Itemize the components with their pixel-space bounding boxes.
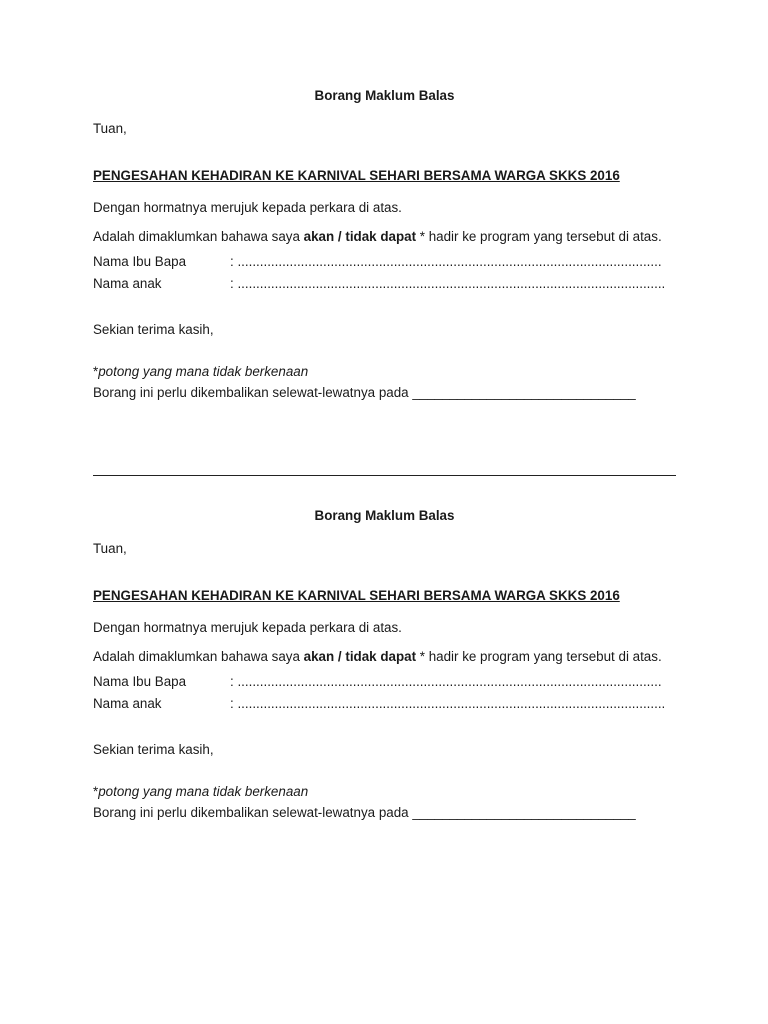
subject-heading: PENGESAHAN KEHADIRAN KE KARNIVAL SEHARI BERSAMA WARGA SKKS 2016 [93, 588, 620, 603]
form-title: Borang Maklum Balas [314, 88, 455, 103]
option-tidak-dapat: tidak dapat [345, 649, 417, 664]
greeting: Tuan, [93, 121, 127, 136]
subject-heading: PENGESAHAN KEHADIRAN KE KARNIVAL SEHARI BERSAMA WARGA SKKS 2016 [93, 168, 620, 183]
intro-paragraph: Dengan hormatnya merujuk kepada perkara di atas. [93, 200, 402, 215]
fields [93, 254, 676, 298]
footnote-text: potong yang mana tidak berkenaan [98, 364, 309, 379]
parent-name-blank: : .................................................................................................................. [230, 254, 662, 269]
form-title: Borang Maklum Balas [314, 508, 455, 523]
fields [93, 674, 676, 718]
child-name-field [93, 276, 676, 298]
reply-form-top [93, 88, 676, 403]
option-slash: / [334, 649, 346, 664]
attendance-statement [93, 229, 676, 244]
footnote-star: * [93, 364, 99, 379]
option-akan: akan [303, 649, 335, 664]
footnote [93, 784, 676, 802]
footnote-star: * [93, 784, 99, 799]
statement-suffix: * hadir ke program yang tersebut di atas. [416, 649, 662, 664]
footnote [93, 364, 676, 382]
child-name-field [93, 696, 676, 718]
greeting: Tuan, [93, 541, 127, 556]
footnote-text: potong yang mana tidak berkenaan [98, 784, 309, 799]
parent-name-blank: : .................................................................................................................. [230, 674, 662, 689]
child-name-label: Nama anak [93, 276, 162, 291]
option-slash: / [334, 229, 346, 244]
return-deadline: Borang ini perlu dikembalikan selewat-lewatnya pada ______________________________ [93, 805, 636, 820]
intro-paragraph: Dengan hormatnya merujuk kepada perkara di atas. [93, 620, 402, 635]
closing-line: Sekian terima kasih, [93, 322, 214, 337]
parent-name-field [93, 674, 676, 696]
return-deadline: Borang ini perlu dikembalikan selewat-lewatnya pada ______________________________ [93, 385, 636, 400]
child-name-blank: : ................................................................................................................... [230, 696, 666, 711]
parent-name-field [93, 254, 676, 276]
child-name-label: Nama anak [93, 696, 162, 711]
parent-name-label: Nama Ibu Bapa [93, 254, 187, 269]
reply-form-bottom [93, 508, 676, 823]
option-akan: akan [303, 229, 335, 244]
attendance-statement [93, 649, 676, 664]
closing-line: Sekian terima kasih, [93, 742, 214, 757]
option-tidak-dapat: tidak dapat [345, 229, 417, 244]
statement-prefix: Adalah dimaklumkan bahawa saya [93, 649, 304, 664]
child-name-blank: : ................................................................................................................... [230, 276, 666, 291]
statement-prefix: Adalah dimaklumkan bahawa saya [93, 229, 304, 244]
statement-suffix: * hadir ke program yang tersebut di atas. [416, 229, 662, 244]
cut-line-divider [93, 475, 676, 476]
parent-name-label: Nama Ibu Bapa [93, 674, 187, 689]
